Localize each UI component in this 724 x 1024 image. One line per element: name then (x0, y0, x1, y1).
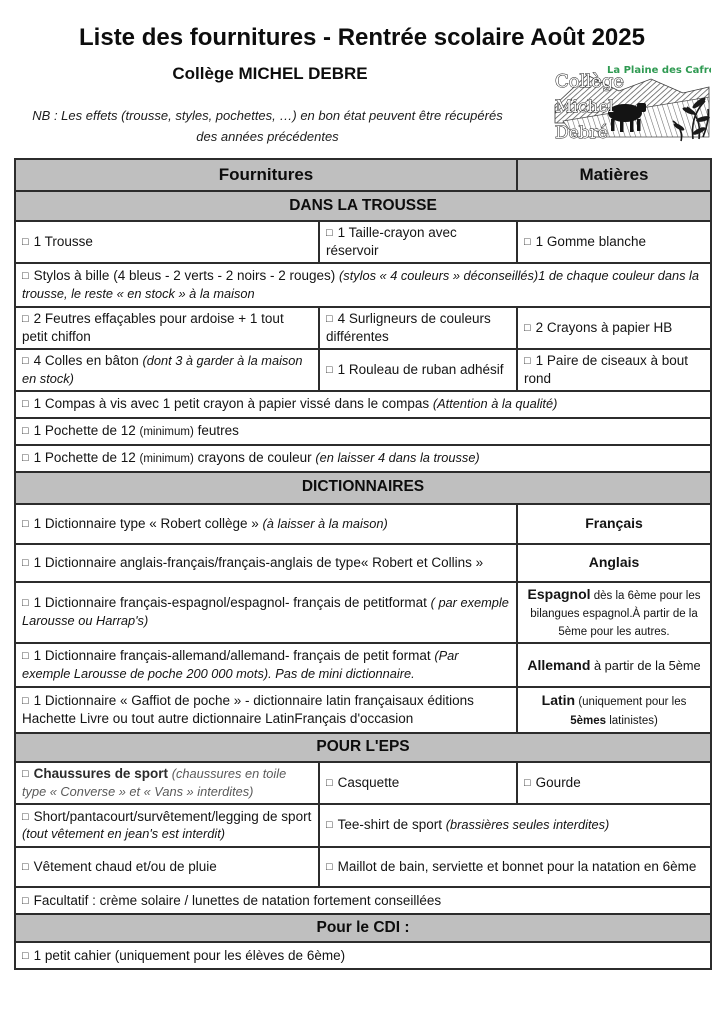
supply-cell-pochette-crayons (15, 445, 711, 472)
item-note: (en laisser 4 dans la trousse) (315, 450, 480, 466)
item-text: 1 petit cahier (uniquement pour les élèves de 6ème) (33, 947, 346, 963)
logo-name-line1: Collège (555, 71, 624, 92)
subject-cell-francais (517, 504, 711, 544)
checkbox-icon: □ (524, 235, 531, 248)
checkbox-icon: □ (22, 354, 29, 367)
supply-cell-petit-cahier (15, 942, 711, 969)
item-text: 1 Dictionnaire anglais-français/français-anglais de type« Robert et Collins » (33, 554, 484, 570)
supply-cell-compas (15, 391, 711, 418)
nb-note-line2: des années précédentes (196, 128, 339, 144)
checkbox-icon: □ (22, 517, 29, 530)
table-row (15, 544, 711, 582)
subject-note: dès la 6ème pour les bilangues espagnol.À partir de la 5ème pour les autres. (530, 589, 701, 638)
checkbox-icon: □ (524, 354, 531, 367)
supply-cell-facultatif (15, 887, 711, 914)
table-row (15, 349, 711, 391)
table-row (15, 942, 711, 969)
supply-cell-dict-francais (15, 504, 517, 544)
section-header-trousse: DANS LA TROUSSE (15, 191, 711, 221)
subject-name: Allemand (527, 656, 591, 673)
school-logo-sketch (553, 61, 711, 146)
logo-name-line2: Michel (555, 97, 614, 117)
item-text: Facultatif : crème solaire / lunettes de natation fortement conseillées (33, 892, 442, 908)
checkbox-icon: □ (326, 312, 333, 325)
supply-cell-stylos (15, 263, 711, 307)
checkbox-icon: □ (22, 398, 29, 411)
checkbox-icon: □ (524, 321, 531, 334)
table-row (15, 307, 711, 349)
subject-note-bold: 5èmes (570, 714, 607, 727)
section-header-eps: POUR L'EPS (15, 733, 711, 762)
item-text: Stylos à bille (4 bleus - 2 verts - 2 noirs - 2 rouges) (33, 267, 340, 283)
table-row (15, 762, 711, 804)
table-row (15, 263, 711, 307)
subject-note: à partir de la 5ème (590, 657, 701, 673)
section-row-trousse (15, 191, 711, 221)
supply-cell-taille-crayon (319, 221, 517, 263)
checkbox-icon: □ (22, 894, 29, 907)
item-text: 1 Taille-crayon avec réservoir (326, 225, 457, 258)
column-header-fournitures: Fournitures (15, 159, 517, 191)
table-row (15, 504, 711, 544)
checkbox-icon: □ (22, 695, 29, 708)
supply-cell-gourde (517, 762, 711, 804)
checkbox-icon: □ (22, 235, 29, 248)
item-text: 4 Surligneurs de couleurs différentes (326, 310, 491, 344)
section-row-dictionnaires (15, 472, 711, 504)
table-header-row (15, 159, 711, 191)
checkbox-icon: □ (22, 597, 29, 610)
item-text: 1 Dictionnaire type « Robert collège » (33, 515, 263, 531)
checkbox-icon: □ (22, 269, 29, 282)
item-text: 2 Feutres effaçables pour ardoise + 1 tout petit chiffon (22, 310, 284, 344)
supply-cell-crayons-hb (517, 307, 711, 349)
column-header-matieres: Matières (517, 159, 711, 191)
item-note: ( par exemple Larousse ou Harrap's) (22, 595, 509, 629)
table-row (15, 887, 711, 914)
section-row-eps (15, 733, 711, 762)
supply-cell-casquette (319, 762, 517, 804)
item-text: 1 Dictionnaire français-espagnol/espagnol- français de petitformat (33, 595, 431, 611)
item-text: 1 Paire de ciseaux à bout rond (524, 352, 689, 386)
item-note: (stylos « 4 couleurs » déconseillés)1 de chaque couleur dans la trousse, le reste « en stock » à la maison (22, 267, 699, 301)
item-note: (brassières seules interdites) (445, 817, 610, 833)
item-text: Casquette (337, 775, 400, 791)
checkbox-icon: □ (22, 556, 29, 569)
supply-cell-dict-allemand (15, 643, 517, 687)
subject-cell-espagnol (517, 582, 711, 644)
supply-cell-dict-anglais (15, 544, 517, 582)
table-row (15, 687, 711, 733)
item-text: 1 Rouleau de ruban adhésif (337, 361, 504, 377)
checkbox-icon: □ (326, 227, 333, 239)
item-text: 1 Trousse (33, 233, 93, 249)
page-title: Liste des fournitures - Rentrée scolaire Août 2025 (79, 24, 645, 51)
table-row (15, 418, 711, 445)
subject-cell-anglais (517, 544, 711, 582)
supply-cell-dict-latin (15, 687, 517, 733)
item-text: 1 Dictionnaire « Gaffiot de poche » - dictionnaire latin françaisaux éditions Hachette Livre ou tout autre dictionnaire LatinFrançais d'occasion (22, 693, 474, 727)
subject-cell-latin (517, 687, 711, 733)
item-text: feutres (193, 423, 239, 439)
subject-note: latinistes) (606, 714, 658, 727)
subject-name: Français (585, 515, 643, 532)
logo-name-line3: Debré (555, 123, 608, 143)
school-logo (553, 61, 711, 146)
supply-cell-vetement-chaud (15, 847, 319, 887)
item-note: (dont 3 à garder à la maison en stock) (22, 352, 303, 386)
item-note: (Attention à la qualité) (432, 396, 558, 412)
item-text: crayons de couleur (193, 450, 316, 466)
checkbox-icon: □ (326, 861, 333, 874)
nb-note-line1: NB : Les effets (trousse, styles, pochettes, …) en bon état peuvent être récupérés (32, 108, 503, 123)
supply-cell-pochette-feutres (15, 418, 711, 445)
section-header-dictionnaires: DICTIONNAIRES (15, 472, 711, 504)
checkbox-icon: □ (22, 425, 29, 438)
table-row (15, 643, 711, 687)
item-note: (tout vêtement en jean's est interdit) (22, 826, 226, 842)
item-text: Short/pantacourt/survêtement/legging de sport (33, 808, 312, 824)
supply-cell-trousse (15, 221, 319, 263)
checkbox-icon: □ (326, 363, 333, 376)
subject-name: Latin (541, 692, 576, 709)
item-text: Maillot de bain, serviette et bonnet pour la natation en 6ème (337, 859, 697, 875)
subject-name: Anglais (588, 554, 640, 571)
subject-note: (uniquement pour les (575, 696, 687, 709)
item-text: 1 Pochette de 12 (33, 450, 140, 466)
item-note: (à laisser à la maison) (262, 515, 388, 531)
checkbox-icon: □ (22, 861, 29, 874)
section-header-cdi: Pour le CDI : (15, 914, 711, 942)
checkbox-icon: □ (22, 650, 29, 663)
supply-cell-ciseaux (517, 349, 711, 391)
subject-name: Espagnol (527, 585, 591, 602)
checkbox-icon: □ (22, 452, 29, 465)
checkbox-icon: □ (22, 768, 29, 781)
checkbox-icon: □ (22, 949, 29, 962)
item-text: 2 Crayons à papier HB (535, 319, 673, 335)
supply-cell-gomme (517, 221, 711, 263)
supply-cell-teeshirt (319, 804, 711, 847)
supply-cell-colles (15, 349, 319, 391)
checkbox-icon: □ (22, 312, 29, 325)
table-row (15, 582, 711, 644)
item-text-small: (minimum) (139, 453, 194, 466)
item-text: 4 Colles en bâton (33, 352, 143, 368)
supply-cell-dict-espagnol (15, 582, 517, 644)
item-text: Chaussures de sport (33, 766, 172, 782)
nb-note (5, 106, 530, 148)
table-row (15, 804, 711, 847)
supply-cell-feutres (15, 307, 319, 349)
table-row (15, 847, 711, 887)
supply-cell-surligneurs (319, 307, 517, 349)
supply-cell-chaussures (15, 762, 319, 804)
checkbox-icon: □ (326, 819, 333, 832)
item-text: 1 Pochette de 12 (33, 423, 140, 439)
checkbox-icon: □ (524, 777, 531, 790)
logo-region-label: La Plaine des Cafres (607, 65, 711, 76)
supply-cell-ruban (319, 349, 517, 391)
item-text: 1 Gomme blanche (535, 233, 646, 249)
table-row (15, 221, 711, 263)
supply-cell-short (15, 804, 319, 847)
subject-cell-allemand (517, 643, 711, 687)
item-text: Gourde (535, 775, 581, 791)
section-row-cdi (15, 914, 711, 942)
table-row (15, 391, 711, 418)
supplies-table (14, 158, 712, 970)
item-note: (Par exemple Larousse de poche 200 000 mots). Pas de mini dictionnaire. (22, 648, 459, 682)
table-row (15, 445, 711, 472)
checkbox-icon: □ (326, 777, 333, 790)
item-text: Vêtement chaud et/ou de pluie (33, 859, 217, 875)
checkbox-icon: □ (22, 810, 29, 823)
school-name: Collège MICHEL DEBRE (172, 64, 368, 83)
item-text: 1 Compas à vis avec 1 petit crayon à papier vissé dans le compas (33, 396, 433, 412)
item-text: Tee-shirt de sport (337, 817, 446, 833)
item-text: 1 Dictionnaire français-allemand/allemand- français de petit format (33, 648, 435, 664)
item-text-small: (minimum) (139, 426, 194, 439)
item-note: (chaussures en toile type « Converse » et « Vans » interdites) (22, 766, 287, 800)
supply-cell-maillot (319, 847, 711, 887)
